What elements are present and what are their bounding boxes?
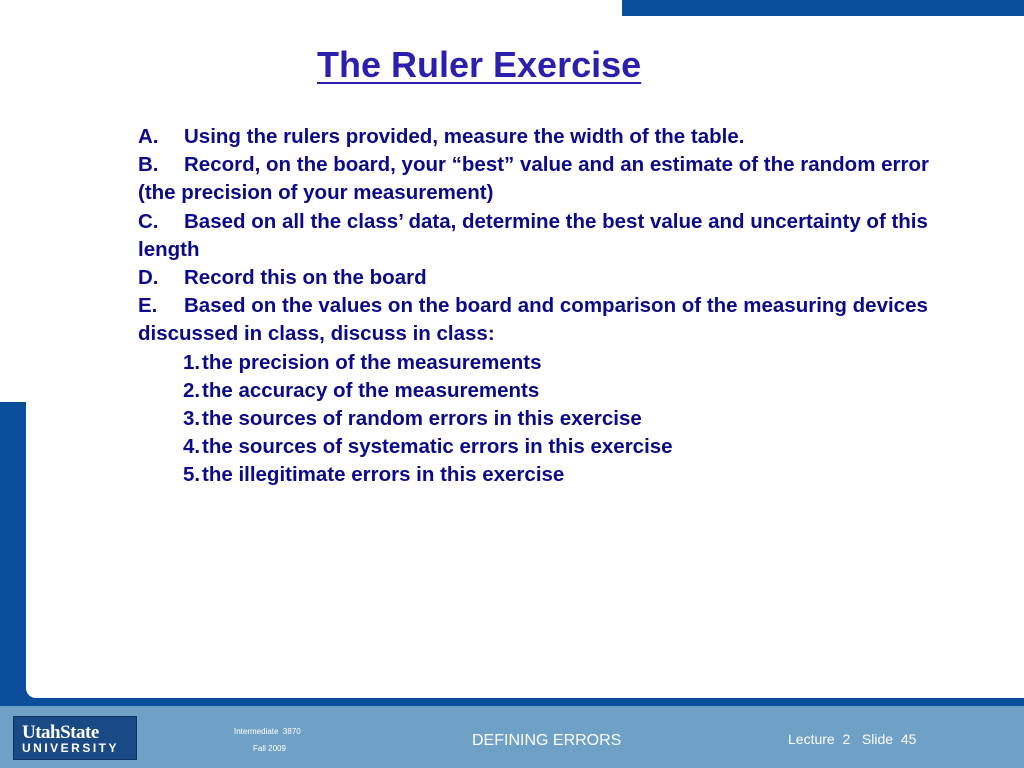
sub-item-text: the precision of the measurements [202, 350, 542, 374]
item-label: A. [138, 125, 159, 148]
logo-wordmark: UtahState [22, 722, 99, 743]
top-accent-band [622, 0, 1024, 16]
sub-item-number: 3. [183, 407, 201, 431]
sub-item-number: 2. [183, 378, 201, 402]
item-text: Using the rulers provided, measure the width of the table. [184, 125, 745, 148]
logo-subtitle: UNIVERSITY [22, 741, 120, 755]
sub-item-text: the sources of random errors in this exercise [202, 407, 642, 431]
slide-title: The Ruler Exercise [317, 44, 642, 85]
slide-number: Lecture 2 Slide 45 [788, 731, 917, 747]
item-text: Based on the values on the board and comparison of the measuring devices discussed in class, discuss in class: [138, 294, 928, 346]
sub-item-number: 4. [183, 435, 201, 459]
sub-item-number: 1. [183, 350, 201, 374]
sub-item-text: the illegitimate errors in this exercise [202, 463, 565, 487]
university-logo [13, 716, 137, 760]
sub-list-item-4 [138, 433, 938, 461]
sub-list-item-2 [138, 377, 938, 405]
item-label: D. [138, 266, 159, 290]
list-item-e [138, 292, 938, 348]
sub-item-number: 5. [183, 463, 201, 487]
sub-item-text: the accuracy of the measurements [202, 378, 540, 402]
item-text: Based on all the class’ data, determine the best value and uncertainty of this length [138, 209, 928, 261]
list-item-c [138, 208, 938, 264]
sub-list-item-3 [138, 405, 938, 433]
term-label: Fall 2009 [253, 744, 286, 753]
sub-item-text: the sources of systematic errors in this exercise [202, 435, 673, 459]
item-label: B. [138, 153, 159, 177]
lecture-topic: DEFINING ERRORS [472, 732, 622, 749]
item-label: C. [138, 209, 159, 233]
course-label: Intermediate 3870 [234, 727, 301, 736]
list-item-d [138, 264, 938, 292]
slide-content [138, 123, 938, 490]
left-accent-band [0, 402, 26, 710]
sub-list-item-5 [138, 461, 938, 489]
item-text: Record this on the board [184, 266, 427, 290]
list-item-b [138, 151, 938, 207]
list-item-a [138, 123, 938, 151]
sub-list-item-1 [138, 349, 938, 377]
item-label: E. [138, 294, 158, 318]
item-text: Record, on the board, your “best” value and an estimate of the random error (the precision of your measurement) [138, 153, 929, 205]
